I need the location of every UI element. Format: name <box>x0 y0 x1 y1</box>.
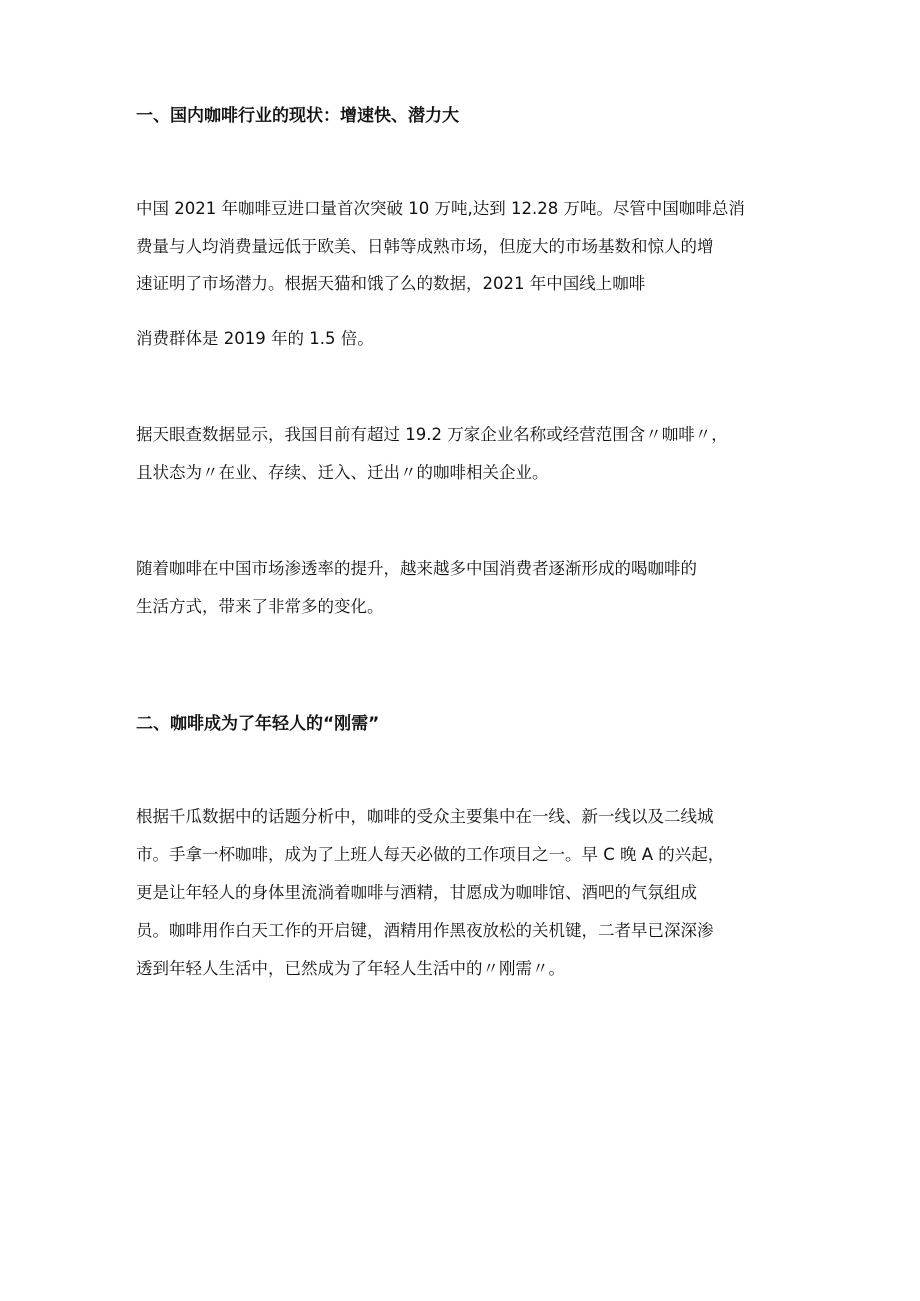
section-1-paragraph-3-line: 随着咖啡在中国市场渗透率的提升，越来越多中国消费者逐渐形成的喝咖啡的 <box>136 559 697 578</box>
section-2-paragraph-line: 更是让年轻人的身体里流淌着咖啡与酒精，甘愿成为咖啡馆、酒吧的气氛组成 <box>136 883 697 902</box>
section-2-paragraph-line: 员。咖啡用作白天工作的开启键，酒精用作黑夜放松的关机键，二者早已深深渗 <box>136 921 714 940</box>
section-1-paragraph-1-line: 费量与人均消费量远低于欧美、日韩等成熟市场，但庞大的市场基数和惊人的增 <box>136 237 714 256</box>
section-2-heading: 二、咖啡成为了年轻人的“刚需” <box>136 714 380 734</box>
section-2-paragraph-line: 根据千瓜数据中的话题分析中，咖啡的受众主要集中在一线、新一线以及二线城 <box>136 807 714 826</box>
section-1-paragraph-2-line: 且状态为〃在业、存续、迁入、迁出〃的咖啡相关企业。 <box>136 463 549 482</box>
section-1-paragraph-1-line: 速证明了市场潜力。根据天猫和饿了么的数据，2021 年中国线上咖啡 <box>136 274 646 293</box>
section-2-paragraph-line: 市。手拿一杯咖啡，成为了上班人每天必做的工作项目之一。早 C 晚 A 的兴起， <box>136 845 725 864</box>
section-1-heading: 一、国内咖啡行业的现状：增速快、潜力大 <box>136 106 459 126</box>
section-1-paragraph-1-line: 消费群体是 2019 年的 1.5 倍。 <box>136 329 374 348</box>
section-1-paragraph-2-line: 据天眼查数据显示，我国目前有超过 19.2 万家企业名称或经营范围含〃咖啡〃， <box>136 425 728 444</box>
section-2-paragraph-line: 透到年轻人生活中，已然成为了年轻人生活中的〃刚需〃。 <box>136 959 565 978</box>
section-1-paragraph-3-line: 生活方式，带来了非常多的变化。 <box>136 597 384 616</box>
section-1-paragraph-1-line: 中国 2021 年咖啡豆进口量首次突破 10 万吨,达到 12.28 万吨。尽管中国咖啡总消 <box>136 199 745 218</box>
